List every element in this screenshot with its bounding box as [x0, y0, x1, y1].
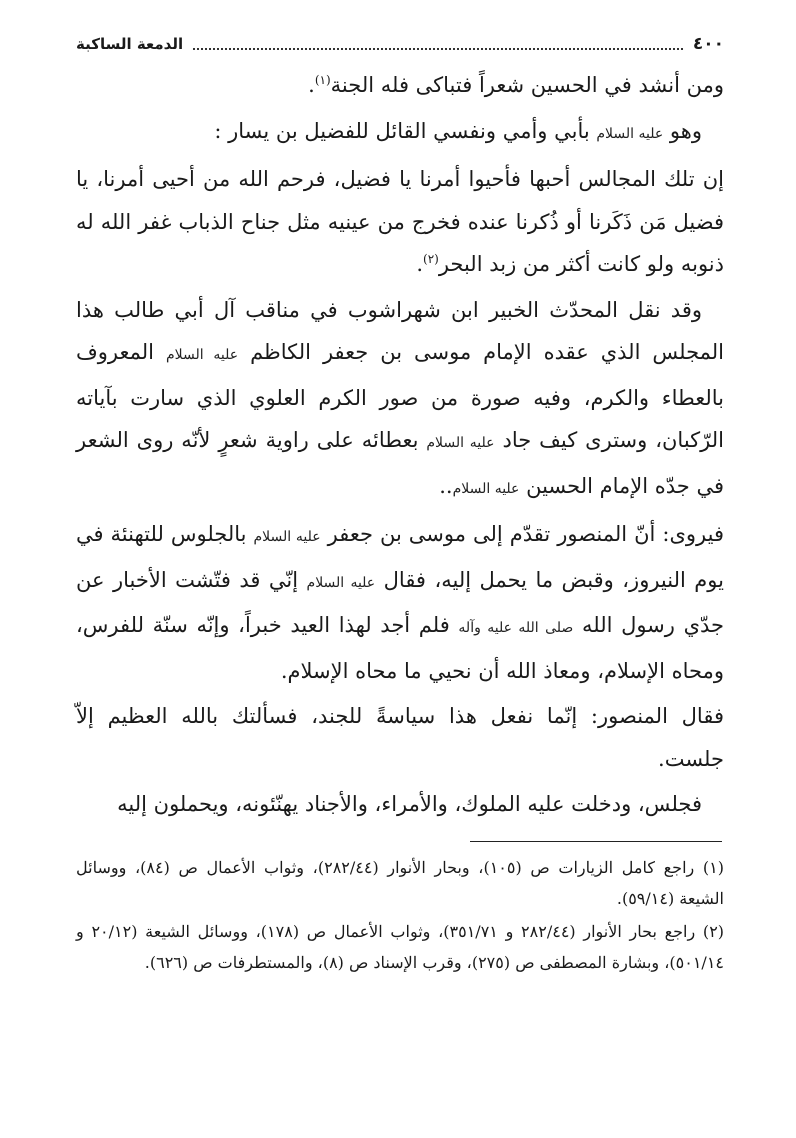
- honorific-glyph: عليه السلام: [452, 480, 520, 497]
- honorific-glyph: عليه السلام: [426, 435, 495, 451]
- paragraph-2: وهو عليه السلام بأبي وأمي ونفسي القائل للفضيل بن يسار :: [214, 118, 702, 143]
- footnote-ref-2: (٢): [423, 252, 439, 266]
- honorific-glyph: عليه السلام: [596, 125, 664, 142]
- paragraph-1: ومن أنشد في الحسين شعراً فتباكى فله الجنة$^{(١)}$.: [308, 73, 724, 97]
- honorific-glyph: عليه السلام: [165, 347, 239, 363]
- paragraph-5: فقال المنصور: إنّما نفعل هذا سياسةً للجند، فسألتك بالله العظيم إلاّ جلست.: [76, 704, 724, 771]
- footnote-1: (١) راجع كامل الزيارات ص (١٠٥)، وبحار الأنوار (٢٨٢/٤٤)، وثواب الأعمال ص (٨٤)، ووسائل الشيعة (٥٩/١٤).: [76, 858, 724, 908]
- prophet-honorific-glyph: صلى الله عليه وآله: [458, 620, 574, 636]
- page-number: ٤٠٠: [692, 34, 724, 54]
- honorific-glyph: عليه السلام: [306, 574, 376, 591]
- paragraph-3: وقد نقل المحدّث الخبير ابن شهراشوب في مناقب آل أبي طالب هذا المجلس الذي عقده الإمام موسى بن جعفر الكاظم عليه السلام المعروف بالعطاء والكرم، وفيه صورة من صور الكرم العلوي الذي سارت بآياته الرّكبان، وسترى كيف جاد عليه السلام بعطائه على راوية شعرٍ لأنّه روى الشعر في جدّه الإمام الحسين عليه السلام..: [76, 297, 725, 498]
- honorific-glyph: عليه السلام: [253, 529, 321, 545]
- paragraph-4: فيروى: أنّ المنصور تقدّم إلى موسى بن جعفر عليه السلام بالجلوس للتهنئة في يوم النيروز، وقبض ما يحمل إليه، فقال عليه السلام إنّي قد فتّشت الأخبار عن جدّي رسول الله صلى الله عليه وآله فلم أجد لهذا العيد خبراً، وإنّه سنّة للفرس، ومحاه الإسلام، ومعاذ الله أن نحيي ما محاه الإسلام.: [76, 522, 725, 683]
- footnote-2: (٢) راجع بحار الأنوار (٢٨٢/٤٤ و ٣٥١/٧١)، وثواب الأعمال ص (١٧٨)، ووسائل الشيعة (٢٠/١٢ و ٥٠١/١٤)، وبشارة المصطفى ص (٢٧٥)، وقرب الإسناد ص (٨)، والمستطرفات ص (٦٢٦).: [76, 922, 725, 972]
- footnote-ref-1: (١): [314, 73, 331, 87]
- paragraph-6: فجلس، ودخلت عليه الملوك، والأمراء، والأجناد يهنّئونه، ويحملون إليه: [117, 792, 702, 816]
- footnotes: [76, 853, 724, 981]
- quote-paragraph: إن تلك المجالس أحبها فأحيوا أمرنا يا فضيل، فرحم الله من أحيى أمرنا، يا فضيل مَن ذَكَرنا أو ذُكرنا عنده فخرج من عينيه مثل جناح الذباب غفر الله له ذنوبه ولو كانت أكثر من زبد البحر$^{(٢)}$.: [76, 167, 724, 276]
- running-title: الدمعة الساكبة: [76, 35, 184, 53]
- header-dotted-leader: [193, 38, 683, 50]
- main-text: [76, 64, 724, 829]
- page-header: [76, 32, 724, 56]
- footnote-separator: [470, 841, 722, 842]
